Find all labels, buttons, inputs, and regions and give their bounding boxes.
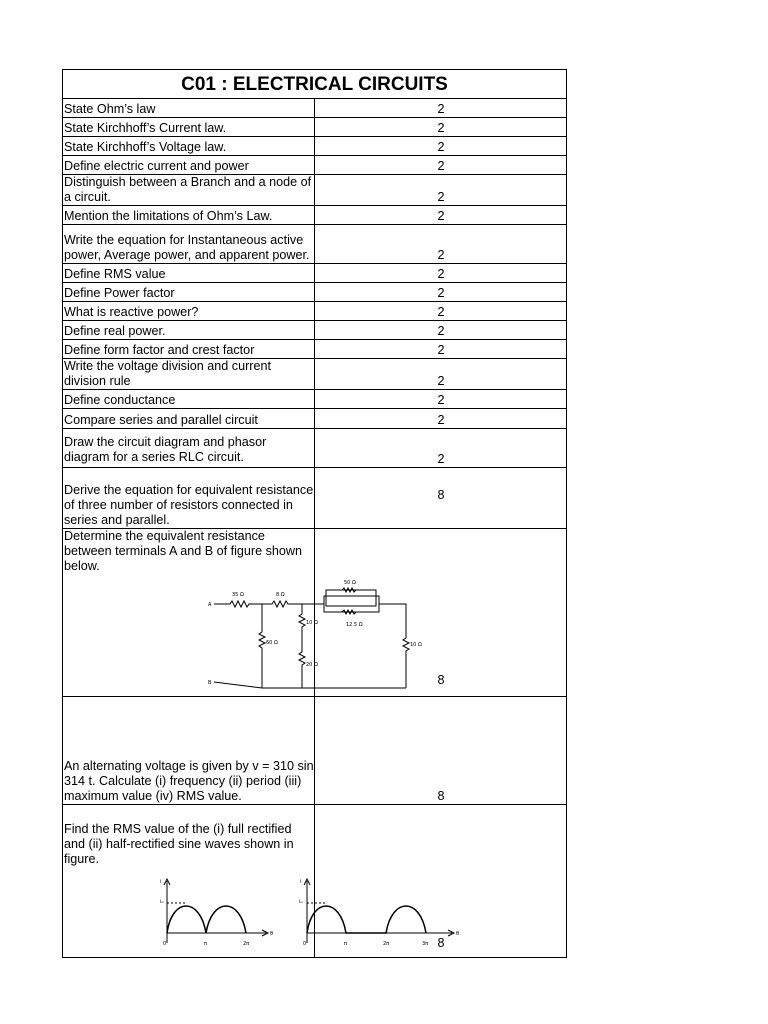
question-text: Define form factor and crest factor bbox=[63, 340, 315, 359]
question-text: State Kirchhoff’s Voltage law. bbox=[63, 137, 315, 156]
left-theta-label: θ bbox=[270, 931, 274, 937]
right-theta-label: θ bbox=[456, 931, 460, 937]
question-text: Draw the circuit diagram and phasor diagram for a series RLC circuit. bbox=[63, 429, 315, 468]
label-10-ohm-right: 10 Ω bbox=[410, 642, 422, 648]
terminal-a-label: A bbox=[208, 602, 212, 608]
question-marks: 2 bbox=[315, 429, 567, 468]
question-marks: 2 bbox=[315, 283, 567, 302]
left-tick-0: 0 bbox=[163, 941, 167, 947]
question-text: What is reactive power? bbox=[63, 302, 315, 321]
question-text: Define real power. bbox=[63, 321, 315, 340]
right-im-label: Iₘ bbox=[299, 900, 304, 905]
question-text: An alternating voltage is given by v = 310 sin 314 t. Calculate (i) frequency (ii) period (iii) maximum value (iv) RMS value. bbox=[63, 697, 315, 805]
question-text: State Ohm’s law bbox=[63, 99, 315, 118]
question-text: Write the voltage division and current division rule bbox=[63, 359, 315, 390]
question-marks: 2 bbox=[315, 359, 567, 390]
question-marks: 2 bbox=[315, 302, 567, 321]
label-8-ohm: 8 Ω bbox=[276, 592, 285, 598]
question-text: Define Power factor bbox=[63, 283, 315, 302]
question-table bbox=[62, 69, 567, 958]
question-text: Write the equation for Instantaneous active power, Average power, and apparent power. bbox=[63, 225, 315, 264]
question-text: Find the RMS value of the (i) full rectified and (ii) half-rectified sine waves shown in figure. bbox=[64, 822, 294, 866]
question-marks: 2 bbox=[315, 206, 567, 225]
right-tick-2pi: 2π bbox=[383, 941, 390, 947]
label-20-ohm: 20 Ω bbox=[306, 662, 318, 668]
left-tick-pi: π bbox=[204, 941, 208, 947]
question-marks: 2 bbox=[315, 264, 567, 283]
resistor-10-20-branch bbox=[299, 604, 305, 688]
question-marks: 2 bbox=[315, 156, 567, 175]
question-text: Distinguish between a Branch and a node of a circuit. bbox=[63, 175, 315, 206]
question-text: State Kirchhoff’s Current law. bbox=[63, 118, 315, 137]
label-50-ohm: 50 Ω bbox=[344, 580, 356, 586]
sheet-title: C01 : ELECTRICAL CIRCUITS bbox=[63, 70, 567, 99]
question-marks: 2 bbox=[315, 225, 567, 264]
question-marks: 2 bbox=[315, 409, 567, 429]
question-text: Define conductance bbox=[63, 390, 315, 409]
question-text: Define electric current and power bbox=[63, 156, 315, 175]
question-text: Compare series and parallel circuit bbox=[63, 409, 315, 429]
left-x-axis bbox=[167, 930, 268, 936]
left-i-label: i bbox=[160, 879, 162, 885]
question-text: Mention the limitations of Ohm’s Law. bbox=[63, 206, 315, 225]
question-text: Define RMS value bbox=[63, 264, 315, 283]
terminal-b-label: B bbox=[208, 680, 212, 686]
top-rail bbox=[214, 601, 324, 607]
label-60-ohm: 60 Ω bbox=[266, 640, 278, 646]
right-tick-0: 0 bbox=[303, 941, 307, 947]
question-text: Determine the equivalent resistance between terminals A and B of figure shown below. bbox=[64, 529, 303, 573]
label-12-5-ohm: 12.5 Ω bbox=[346, 622, 363, 628]
question-text: Derive the equation for equivalent resistance of three number of resistors connected in series and parallel. bbox=[63, 468, 315, 529]
left-tick-2pi: 2π bbox=[243, 941, 250, 947]
right-i-label: i bbox=[300, 879, 302, 885]
question-marks: 2 bbox=[315, 118, 567, 137]
question-cell-rms bbox=[63, 805, 460, 958]
question-marks: 8 bbox=[315, 805, 567, 958]
question-marks: 2 bbox=[315, 340, 567, 359]
right-tick-3pi: 3π bbox=[422, 941, 429, 947]
label-35-ohm: 35 Ω bbox=[232, 592, 244, 598]
left-im-label: Iₘ bbox=[160, 900, 165, 905]
question-marks: 2 bbox=[315, 390, 567, 409]
question-marks: 8 bbox=[315, 697, 567, 805]
label-10-ohm: 10 Ω bbox=[306, 620, 318, 626]
question-marks: 2 bbox=[315, 321, 567, 340]
full-wave-curve bbox=[167, 906, 246, 933]
question-marks: 8 bbox=[315, 529, 567, 697]
question-cell-resistance bbox=[63, 529, 422, 697]
question-marks: 8 bbox=[315, 468, 567, 529]
question-marks: 2 bbox=[315, 137, 567, 156]
question-marks: 2 bbox=[315, 99, 567, 118]
resistor-60 bbox=[259, 604, 265, 688]
question-marks: 2 bbox=[315, 175, 567, 206]
right-tick-pi: π bbox=[344, 941, 348, 947]
